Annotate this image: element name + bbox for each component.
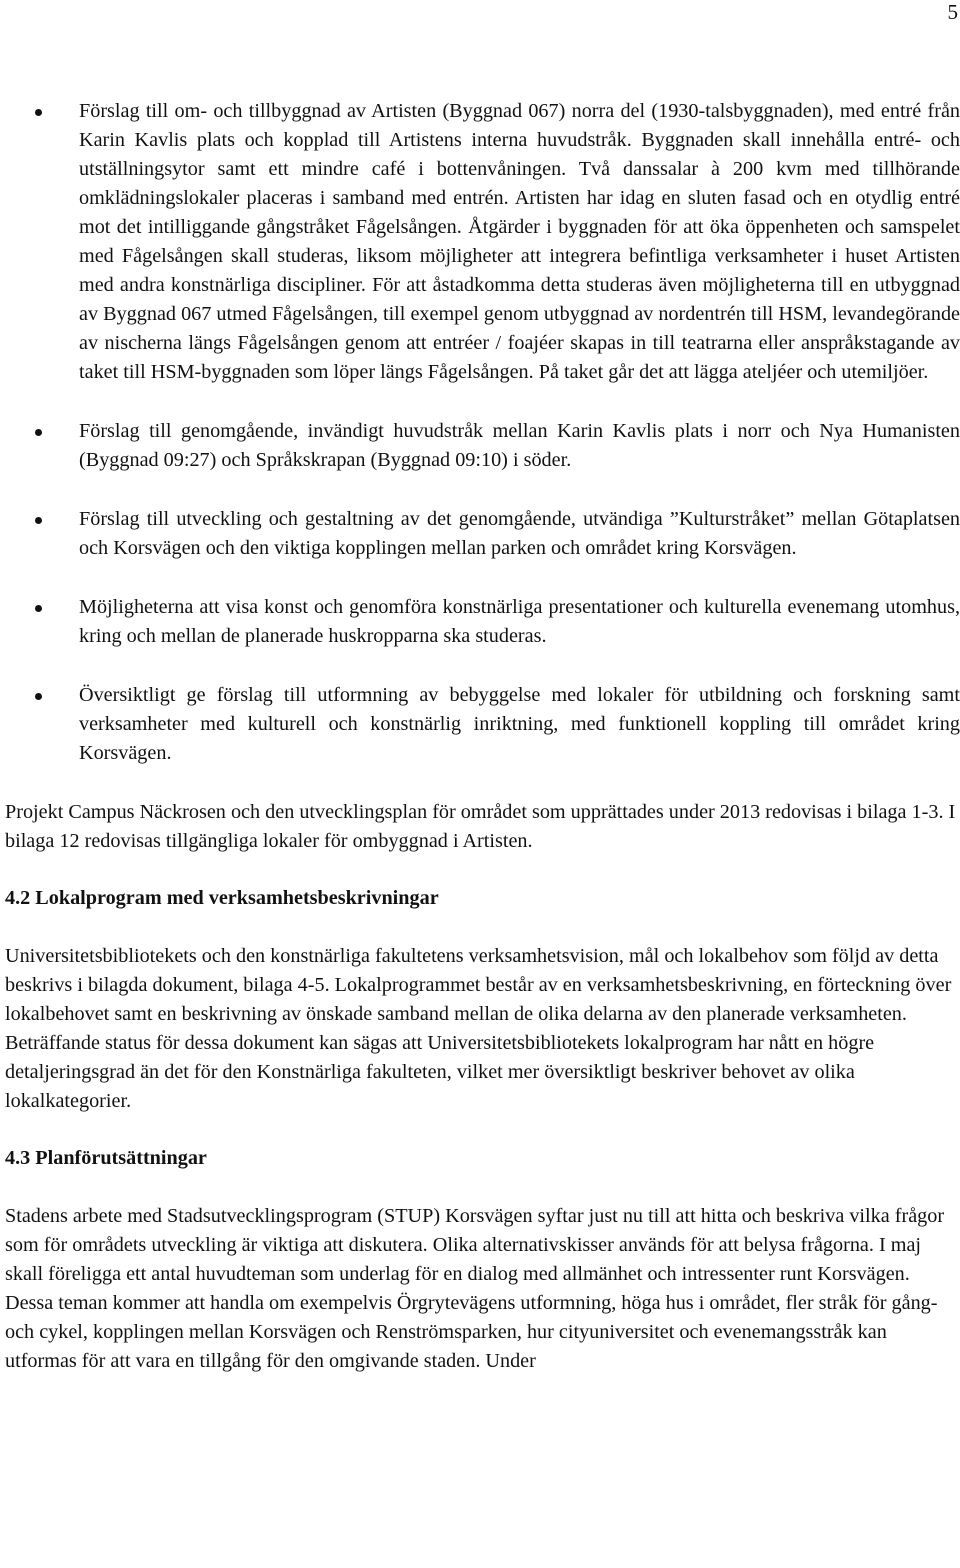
section-4-3-paragraph: Stadens arbete med Stadsutvecklingsprogram (STUP) Korsvägen syftar just nu till att hitta och beskriva vilka frågor som för områdets utveckling är viktiga att diskutera. Olika alternativskisser används för att belysa frågorna. I maj skall föreligga ett antal huvudteman som underlag för en dialog med allmänhet och intressenter runt Korsvägen. Dessa teman kommer att handla om exempelvis Örgrytevägens utformning, höga hus i området, fler stråk för gång- och cykel, kopplingen mellan Korsvägen och Renströmsparken, hur cityuniversitet och evenemangsstråk kan utformas för att vara en tillgång för den omgivande staden. Under: [5, 1205, 945, 1372]
list-item-text: Förslag till utveckling och gestaltning av det genomgående, utvändiga ”Kulturstråket” mellan Götaplatsen och Korsvägen och den viktiga kopplingen mellan parken och området kring Korsvägen.: [79, 508, 960, 559]
proposal-list: [5, 97, 960, 768]
bullet-icon: [35, 517, 42, 524]
list-item-text: Förslag till genomgående, invändigt huvudstråk mellan Karin Kavlis plats i norr och Nya Humanisten (Byggnad 09:27) och Språkskrapan (Byggnad 09:10) i söder.: [79, 420, 960, 471]
section-heading-4-2: 4.2 Lokalprogram med verksamhetsbeskrivningar: [5, 887, 439, 909]
intro-paragraph: Projekt Campus Näckrosen och den utvecklingsplan för området som upprättades under 2013 redovisas i bilaga 1-3. I bilaga 12 redovisas tillgängliga lokaler för ombyggnad i Artisten.: [5, 801, 956, 852]
list-item: [5, 505, 960, 563]
page-number: 5: [947, 0, 958, 24]
bullet-icon: [35, 693, 42, 700]
list-item: [5, 681, 960, 768]
list-item: [5, 593, 960, 651]
section-4-2-paragraph: Universitetsbibliotekets och den konstnärliga fakultetens verksamhetsvision, mål och lokalbehov som följd av detta beskrivs i bilagda dokument, bilaga 4-5. Lokalprogrammet består av en verksamhetsbeskrivning, en förteckning över lokalbehovet samt en beskrivning av önskade samband mellan de olika delarna av den planerade verksamheten. Beträffande status för dessa dokument kan sägas att Universitetsbibliotekets lokalprogram har nått en högre detaljeringsgrad än det för den Konstnärliga fakulteten, vilket mer översiktligt beskriver behovet av olika lokalkategorier.: [5, 945, 952, 1112]
section-heading-4-3: 4.3 Planförutsättningar: [5, 1147, 207, 1169]
list-item-text: Möjligheterna att visa konst och genomföra konstnärliga presentationer och kulturella evenemang utomhus, kring och mellan de planerade huskropparna ska studeras.: [79, 596, 960, 647]
list-item-text: Översiktligt ge förslag till utformning av bebyggelse med lokaler för utbildning och forskning samt verksamheter med kulturell och konstnärlig inriktning, med funktionell koppling till området kring Korsvägen.: [79, 684, 960, 764]
bullet-icon: [35, 109, 42, 116]
bullet-icon: [35, 605, 42, 612]
bullet-icon: [35, 429, 42, 436]
list-item-text: Förslag till om- och tillbyggnad av Artisten (Byggnad 067) norra del (1930-talsbyggnaden), med entré från Karin Kavlis plats och kopplad till Artistens interna huvudstråk. Byggnaden skall innehålla entré- och utställningsytor samt ett mindre café i bottenvåningen. Två danssalar à 200 kvm med tillhörande omklädningslokaler placeras i samband med entrén. Artisten har idag en sluten fasad och en otydlig entré mot det intilliggande gångstråket Fågelsången. Åtgärder i byggnaden för att öka öppenheten och samspelet med Fågelsången skall studeras, liksom möjligheter att integrera befintliga verksamheter i huset Artisten med andra konstnärliga discipliner. För att åstadkomma detta studeras även möjligheterna till en utbyggnad av Byggnad 067 utmed Fågelsången, till exempel genom utbyggnad av nordentrén till HSM, levandegörande av nischerna längs Fågelsången genom att entréer / foajéer skapas in till teatrarna eller anspråkstagande av taket till HSM-byggnaden som löper längs Fågelsången. På taket går det att lägga ateljéer och utemiljöer.: [79, 100, 960, 383]
document-body: [5, 97, 960, 1404]
list-item: [5, 97, 960, 387]
list-item: [5, 417, 960, 475]
